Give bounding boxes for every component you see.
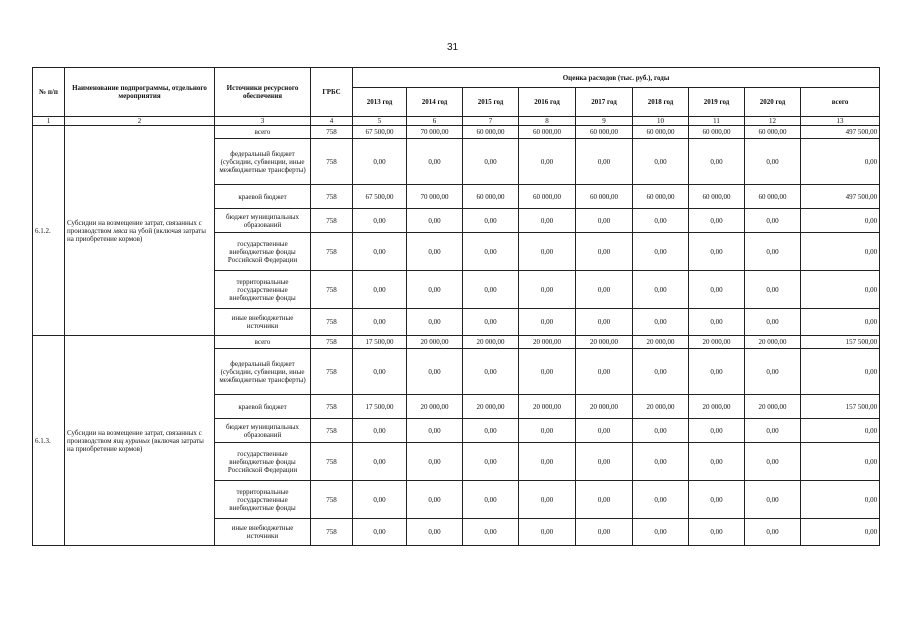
value-cell: 0,00 (463, 209, 519, 233)
value-cell: 0,00 (633, 519, 689, 546)
total-cell: 0,00 (801, 209, 880, 233)
value-cell: 0,00 (745, 309, 801, 336)
grbs-cell: 758 (311, 209, 353, 233)
value-cell: 0,00 (576, 233, 633, 271)
value-cell: 0,00 (463, 519, 519, 546)
value-cell: 0,00 (689, 349, 745, 395)
section-name-text: Субсидии на возмещение затрат, связанных с производством (67, 218, 202, 235)
value-cell: 60 000,00 (745, 126, 801, 139)
value-cell: 0,00 (745, 519, 801, 546)
value-cell: 0,00 (519, 419, 576, 443)
value-cell: 20 000,00 (745, 395, 801, 419)
value-cell: 0,00 (407, 139, 463, 185)
header-year: 2014 год (407, 88, 463, 117)
value-cell: 0,00 (576, 443, 633, 481)
value-cell: 0,00 (519, 443, 576, 481)
column-number: 6 (407, 117, 463, 126)
section-name (65, 336, 215, 546)
header-year: 2016 год (519, 88, 576, 117)
grbs-cell: 758 (311, 271, 353, 309)
source-cell: иные внебюджетные источники (215, 309, 311, 336)
grbs-cell: 758 (311, 481, 353, 519)
value-cell: 0,00 (745, 139, 801, 185)
grbs-cell: 758 (311, 349, 353, 395)
column-number: 2 (65, 117, 215, 126)
value-cell: 0,00 (353, 443, 407, 481)
section-name-handwritten: яиц куриных (113, 436, 150, 445)
value-cell: 20 000,00 (633, 336, 689, 349)
value-cell: 0,00 (519, 139, 576, 185)
value-cell: 0,00 (519, 233, 576, 271)
total-cell: 0,00 (801, 349, 880, 395)
value-cell: 0,00 (463, 233, 519, 271)
value-cell: 20 000,00 (463, 395, 519, 419)
value-cell: 0,00 (745, 481, 801, 519)
value-cell: 20 000,00 (689, 336, 745, 349)
value-cell: 0,00 (689, 309, 745, 336)
source-cell: иные внебюджетные источники (215, 519, 311, 546)
value-cell: 0,00 (407, 443, 463, 481)
value-cell: 0,00 (353, 309, 407, 336)
total-cell: 497 500,00 (801, 126, 880, 139)
value-cell: 0,00 (633, 233, 689, 271)
value-cell: 0,00 (576, 419, 633, 443)
value-cell: 0,00 (689, 209, 745, 233)
value-cell: 0,00 (353, 349, 407, 395)
value-cell: 0,00 (407, 419, 463, 443)
grbs-cell: 758 (311, 336, 353, 349)
value-cell: 0,00 (576, 481, 633, 519)
value-cell: 0,00 (463, 349, 519, 395)
grbs-cell: 758 (311, 233, 353, 271)
column-number: 3 (215, 117, 311, 126)
source-cell: бюджет муниципальных образований (215, 419, 311, 443)
value-cell: 0,00 (689, 233, 745, 271)
grbs-cell: 758 (311, 519, 353, 546)
value-cell: 0,00 (519, 271, 576, 309)
total-cell: 0,00 (801, 519, 880, 546)
value-cell: 60 000,00 (463, 126, 519, 139)
header-expense-group: Оценка расходов (тыс. руб.), годы (353, 68, 880, 88)
value-cell: 0,00 (353, 419, 407, 443)
source-cell: государственные внебюджетные фонды Российской Федерации (215, 443, 311, 481)
grbs-cell: 758 (311, 395, 353, 419)
grbs-cell: 758 (311, 419, 353, 443)
value-cell: 0,00 (576, 309, 633, 336)
value-cell: 17 500,00 (353, 336, 407, 349)
value-cell: 0,00 (519, 481, 576, 519)
value-cell: 0,00 (689, 443, 745, 481)
total-cell: 0,00 (801, 271, 880, 309)
value-cell: 0,00 (689, 139, 745, 185)
table-row (33, 336, 880, 349)
value-cell: 60 000,00 (745, 185, 801, 209)
value-cell: 20 000,00 (689, 395, 745, 419)
total-cell: 0,00 (801, 419, 880, 443)
value-cell: 0,00 (519, 519, 576, 546)
source-cell: федеральный бюджет (субсидии, субвенции, иные межбюджетные трансферты) (215, 139, 311, 185)
column-number: 8 (519, 117, 576, 126)
value-cell: 20 000,00 (576, 395, 633, 419)
header-year: 2017 год (576, 88, 633, 117)
grbs-cell: 758 (311, 185, 353, 209)
budget-table (32, 67, 880, 546)
value-cell: 0,00 (407, 271, 463, 309)
value-cell: 0,00 (745, 349, 801, 395)
value-cell: 0,00 (353, 233, 407, 271)
value-cell: 0,00 (407, 519, 463, 546)
column-number: 11 (689, 117, 745, 126)
value-cell: 20 000,00 (519, 395, 576, 419)
header-grbs: ГРБС (311, 68, 353, 117)
total-cell: 157 500,00 (801, 395, 880, 419)
value-cell: 0,00 (407, 233, 463, 271)
value-cell: 0,00 (519, 209, 576, 233)
value-cell: 0,00 (576, 519, 633, 546)
value-cell: 60 000,00 (519, 126, 576, 139)
column-number: 10 (633, 117, 689, 126)
value-cell: 0,00 (407, 481, 463, 519)
value-cell: 0,00 (633, 443, 689, 481)
value-cell: 0,00 (463, 271, 519, 309)
value-cell: 67 500,00 (353, 185, 407, 209)
value-cell: 0,00 (407, 309, 463, 336)
value-cell: 0,00 (353, 519, 407, 546)
total-cell: 0,00 (801, 233, 880, 271)
value-cell: 0,00 (519, 349, 576, 395)
source-cell: федеральный бюджет (субсидии, субвенции, иные межбюджетные трансферты) (215, 349, 311, 395)
section-name-text: Субсидии на возмещение затрат, связанных с производством (67, 428, 202, 445)
value-cell: 0,00 (633, 419, 689, 443)
header-year: всего (801, 88, 880, 117)
grbs-cell: 758 (311, 139, 353, 185)
value-cell: 0,00 (576, 139, 633, 185)
total-cell: 0,00 (801, 309, 880, 336)
header-year: 2018 год (633, 88, 689, 117)
source-cell: краевой бюджет (215, 185, 311, 209)
section-name-text: на убой (включая затраты на приобретение кормов) (67, 226, 206, 243)
column-number: 13 (801, 117, 880, 126)
column-number-row (33, 117, 880, 126)
value-cell: 60 000,00 (633, 185, 689, 209)
value-cell: 0,00 (633, 481, 689, 519)
source-cell: бюджет муниципальных образований (215, 209, 311, 233)
source-cell: краевой бюджет (215, 395, 311, 419)
table-row (33, 126, 880, 139)
value-cell: 0,00 (407, 349, 463, 395)
value-cell: 60 000,00 (689, 185, 745, 209)
value-cell: 20 000,00 (407, 395, 463, 419)
section-number: 6.1.2. (33, 126, 65, 336)
value-cell: 0,00 (353, 139, 407, 185)
value-cell: 0,00 (689, 419, 745, 443)
column-number: 4 (311, 117, 353, 126)
value-cell: 20 000,00 (633, 395, 689, 419)
header-name: Наименование подпрограммы, отдельного мероприятия (65, 68, 215, 117)
header-year: 2019 год (689, 88, 745, 117)
column-number: 9 (576, 117, 633, 126)
column-number: 12 (745, 117, 801, 126)
value-cell: 0,00 (633, 271, 689, 309)
section-name-handwritten: мяса (113, 226, 128, 235)
grbs-cell: 758 (311, 126, 353, 139)
value-cell: 70 000,00 (407, 126, 463, 139)
grbs-cell: 758 (311, 443, 353, 481)
value-cell: 60 000,00 (689, 126, 745, 139)
total-cell: 157 500,00 (801, 336, 880, 349)
value-cell: 60 000,00 (576, 185, 633, 209)
page-number: 31 (446, 42, 459, 53)
column-number: 1 (33, 117, 65, 126)
value-cell: 17 500,00 (353, 395, 407, 419)
column-number: 5 (353, 117, 407, 126)
value-cell: 0,00 (463, 443, 519, 481)
value-cell: 0,00 (353, 481, 407, 519)
total-cell: 497 500,00 (801, 185, 880, 209)
total-cell: 0,00 (801, 481, 880, 519)
section-number: 6.1.3. (33, 336, 65, 546)
value-cell: 60 000,00 (576, 126, 633, 139)
value-cell: 0,00 (463, 139, 519, 185)
column-number: 7 (463, 117, 519, 126)
value-cell: 60 000,00 (633, 126, 689, 139)
source-cell: государственные внебюджетные фонды Российской Федерации (215, 233, 311, 271)
value-cell: 0,00 (689, 271, 745, 309)
section-name-text: (включая затраты на приобретение кормов) (67, 436, 204, 453)
section-name (65, 126, 215, 336)
value-cell: 0,00 (633, 209, 689, 233)
source-cell: всего (215, 336, 311, 349)
value-cell: 0,00 (519, 309, 576, 336)
value-cell: 0,00 (463, 309, 519, 336)
value-cell: 0,00 (353, 271, 407, 309)
header-year: 2015 год (463, 88, 519, 117)
value-cell: 0,00 (576, 271, 633, 309)
value-cell: 0,00 (353, 209, 407, 233)
value-cell: 0,00 (689, 519, 745, 546)
total-cell: 0,00 (801, 139, 880, 185)
value-cell: 0,00 (633, 349, 689, 395)
value-cell: 0,00 (576, 209, 633, 233)
value-cell: 0,00 (689, 481, 745, 519)
header-year: 2020 год (745, 88, 801, 117)
value-cell: 0,00 (576, 349, 633, 395)
value-cell: 20 000,00 (745, 336, 801, 349)
value-cell: 20 000,00 (463, 336, 519, 349)
value-cell: 0,00 (745, 233, 801, 271)
value-cell: 67 500,00 (353, 126, 407, 139)
header-sources: Источники ресурсного обеспечения (215, 68, 311, 117)
value-cell: 0,00 (463, 419, 519, 443)
value-cell: 0,00 (745, 209, 801, 233)
value-cell: 20 000,00 (576, 336, 633, 349)
value-cell: 0,00 (633, 309, 689, 336)
value-cell: 60 000,00 (519, 185, 576, 209)
header-num: № п/п (33, 68, 65, 117)
total-cell: 0,00 (801, 443, 880, 481)
value-cell: 0,00 (633, 139, 689, 185)
value-cell: 0,00 (745, 271, 801, 309)
value-cell: 70 000,00 (407, 185, 463, 209)
value-cell: 0,00 (407, 209, 463, 233)
value-cell: 20 000,00 (407, 336, 463, 349)
value-cell: 0,00 (463, 481, 519, 519)
value-cell: 0,00 (745, 443, 801, 481)
value-cell: 60 000,00 (463, 185, 519, 209)
value-cell: 20 000,00 (519, 336, 576, 349)
source-cell: всего (215, 126, 311, 139)
header-year: 2013 год (353, 88, 407, 117)
source-cell: территориальные государственные внебюджетные фонды (215, 481, 311, 519)
value-cell: 0,00 (745, 419, 801, 443)
source-cell: территориальные государственные внебюджетные фонды (215, 271, 311, 309)
grbs-cell: 758 (311, 309, 353, 336)
